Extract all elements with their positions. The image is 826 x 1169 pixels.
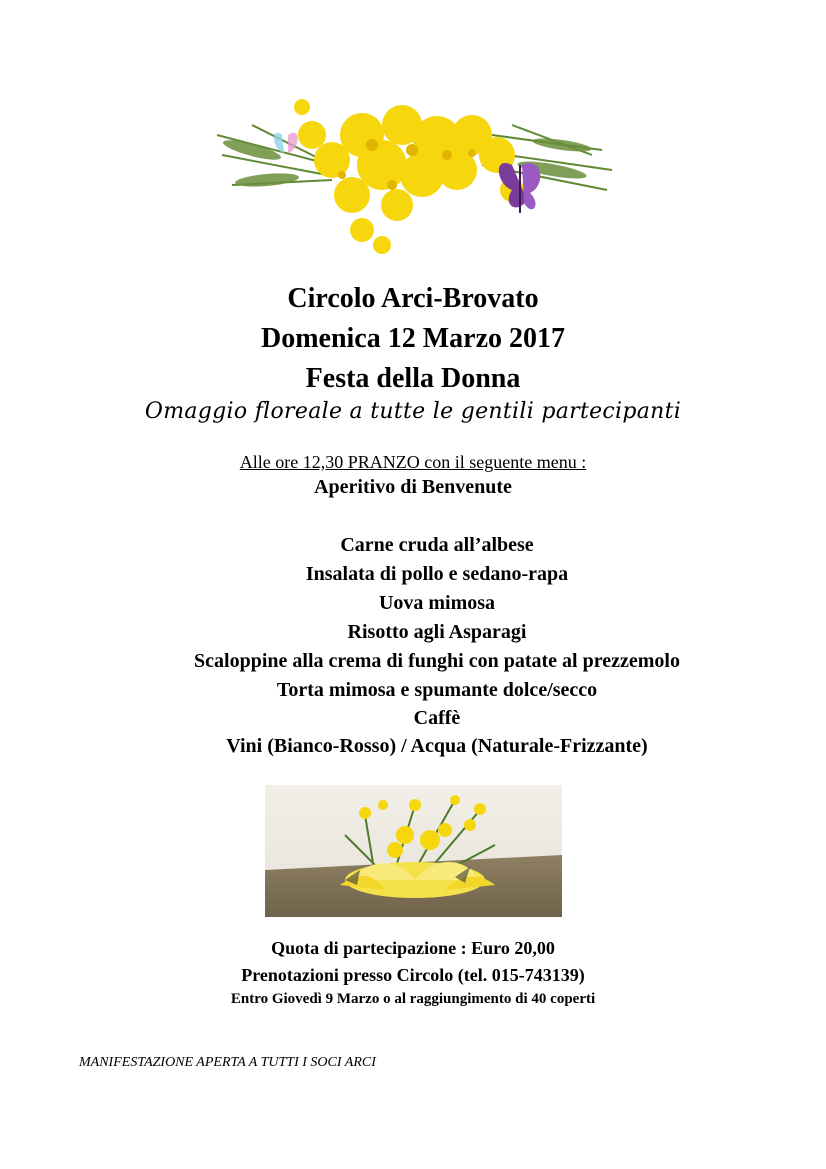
club-title: Circolo Arci-Brovato <box>287 283 539 314</box>
deadline-info: Entro Giovedì 9 Marzo o al raggiungimento di 40 coperti <box>230 991 596 1007</box>
event-tagline: Omaggio floreale a tutte le gentili partecipanti <box>144 399 682 424</box>
event-name: Festa della Donna <box>305 363 521 394</box>
menu-item: Torta mimosa e spumante dolce/secco <box>276 679 598 701</box>
mimosa-branch-illustration <box>212 95 617 263</box>
mimosa-arrangement-illustration <box>265 785 562 917</box>
menu-aperitivo: Aperitivo di Benvenute <box>314 476 512 498</box>
mimosa-branch-image <box>212 95 617 263</box>
menu-item: Scaloppine alla crema di funghi con patate al prezzemolo <box>194 650 680 672</box>
menu-item: Carne cruda all’albese <box>340 534 534 556</box>
menu-item: Vini (Bianco-Rosso) / Acqua (Naturale-Frizzante) <box>226 735 648 757</box>
mimosa-arrangement-image <box>265 785 562 917</box>
menu-item: Caffè <box>413 707 461 729</box>
event-date: Domenica 12 Marzo 2017 <box>260 323 566 354</box>
booking-info: Prenotazioni presso Circolo (tel. 015-743139) <box>241 965 585 985</box>
menu-item: Uova mimosa <box>378 592 496 614</box>
footer-note: MANIFESTAZIONE APERTA A TUTTI I SOCI ARCI <box>79 1055 376 1070</box>
menu-intro: Alle ore 12,30 PRANZO con il seguente menu : <box>239 452 587 472</box>
price-info: Quota di partecipazione : Euro 20,00 <box>271 938 555 958</box>
menu-item: Insalata di pollo e sedano-rapa <box>305 563 569 585</box>
menu-item: Risotto agli Asparagi <box>347 621 527 643</box>
